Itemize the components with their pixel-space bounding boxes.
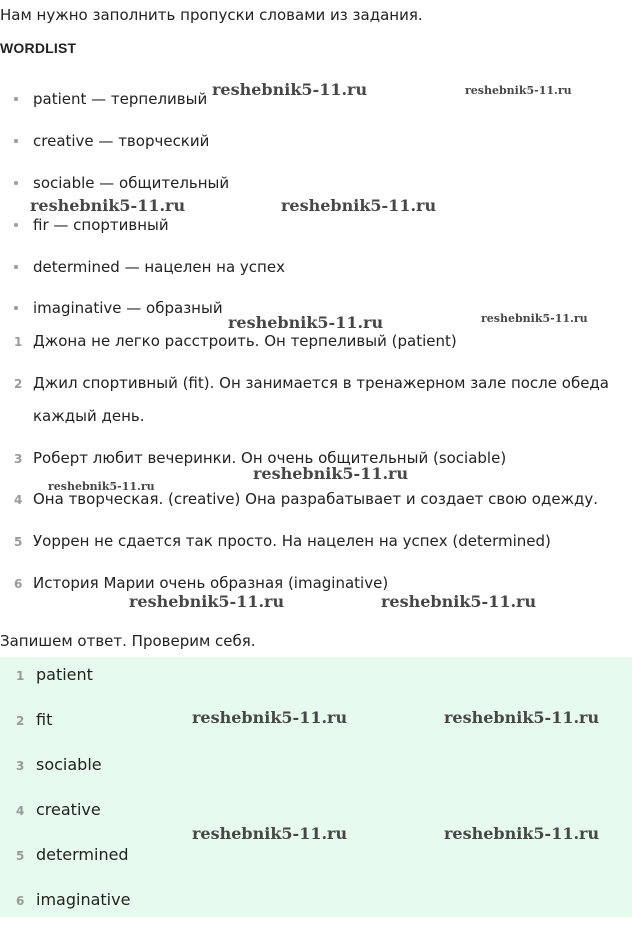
sentence-item: [14, 490, 598, 508]
bullet-icon: [14, 139, 18, 143]
wordlist-item-text: sociable — общительный: [33, 174, 230, 192]
answer-number: 5: [16, 849, 25, 863]
wordlist-item-text: patient — терпеливый: [33, 90, 208, 108]
sentence-text: Джона не легко расстроить. Он терпеливый (patient): [33, 332, 457, 350]
answer-text: creative: [36, 800, 101, 819]
answer-number: 4: [16, 804, 25, 818]
wordlist-item: [14, 132, 209, 150]
watermark: reshebnik5-11.ru: [212, 80, 368, 99]
sentence-item: [14, 332, 457, 350]
sentence-number: 4: [14, 493, 23, 507]
sentence-number: 1: [14, 335, 23, 349]
bullet-icon: [14, 306, 18, 310]
wordlist-item: [14, 90, 207, 108]
sentence-item: [14, 574, 388, 592]
watermark: reshebnik5-11.ru: [444, 708, 600, 727]
sentence-number: 3: [14, 452, 23, 466]
sentence-text: Она творческая. (creative) Она разрабатывает и создает свою одежду.: [33, 490, 599, 508]
wordlist-item: [14, 258, 285, 276]
sentence-text: Роберт любит вечеринки. Он очень общительный (sociable): [33, 449, 507, 467]
intro-text: Нам нужно заполнить пропуски словами из задания.: [0, 6, 423, 24]
answer-item: [16, 755, 102, 774]
sentence-number: 5: [14, 535, 23, 549]
outro-text: Запишем ответ. Проверим себя.: [0, 632, 256, 650]
wordlist-item-text: fir — спортивный: [33, 216, 169, 234]
wordlist-item: [14, 216, 169, 234]
watermark: reshebnik5-11.ru: [192, 824, 348, 843]
wordlist-item-text: imaginative — образный: [33, 299, 223, 317]
bullet-icon: [14, 97, 18, 101]
watermark: reshebnik5-11.ru: [30, 196, 186, 215]
wordlist-heading: WORDLIST: [0, 40, 77, 56]
bullet-icon: [14, 265, 18, 269]
watermark: reshebnik5-11.ru: [253, 464, 409, 483]
bullet-icon: [14, 181, 18, 185]
sentence-number: 6: [14, 577, 23, 591]
watermark: reshebnik5-11.ru: [48, 480, 155, 493]
sentence-text: История Марии очень образная (imaginative): [33, 574, 389, 592]
sentence-item: [14, 374, 609, 392]
answer-item: [16, 665, 93, 684]
watermark: reshebnik5-11.ru: [228, 313, 384, 332]
watermark: reshebnik5-11.ru: [444, 824, 600, 843]
answer-number: 3: [16, 759, 25, 773]
answer-text: fit: [36, 710, 53, 729]
wordlist-item-text: creative — творческий: [33, 132, 210, 150]
sentence-item: [14, 449, 506, 467]
wordlist-item: [14, 299, 223, 317]
watermark: reshebnik5-11.ru: [129, 592, 285, 611]
answer-number: 6: [16, 894, 25, 908]
answer-number: 1: [16, 669, 25, 683]
sentence-continuation: каждый день.: [33, 407, 145, 425]
answer-number: 2: [16, 714, 25, 728]
answer-item: [16, 710, 52, 729]
sentence-text: Джил спортивный (fit). Он занимается в тренажерном зале после обеда: [33, 374, 609, 392]
bullet-icon: [14, 223, 18, 227]
answer-text: determined: [36, 845, 129, 864]
sentence-item: [14, 532, 551, 550]
answer-item: [16, 800, 101, 819]
watermark: reshebnik5-11.ru: [192, 708, 348, 727]
wordlist-item: [14, 174, 229, 192]
watermark: reshebnik5-11.ru: [465, 84, 572, 97]
answer-item: [16, 845, 129, 864]
wordlist-item-text: determined — нацелен на успех: [33, 258, 285, 276]
answer-text: imaginative: [36, 890, 131, 909]
sentence-text: Уоррен не сдается так просто. На нацелен на успех (determined): [33, 532, 551, 550]
answer-box: [0, 657, 632, 917]
sentence-number: 2: [14, 377, 23, 391]
watermark: reshebnik5-11.ru: [381, 592, 537, 611]
answer-item: [16, 890, 130, 909]
answer-text: patient: [36, 665, 93, 684]
watermark: reshebnik5-11.ru: [281, 196, 437, 215]
answer-text: sociable: [36, 755, 102, 774]
watermark: reshebnik5-11.ru: [481, 312, 588, 325]
